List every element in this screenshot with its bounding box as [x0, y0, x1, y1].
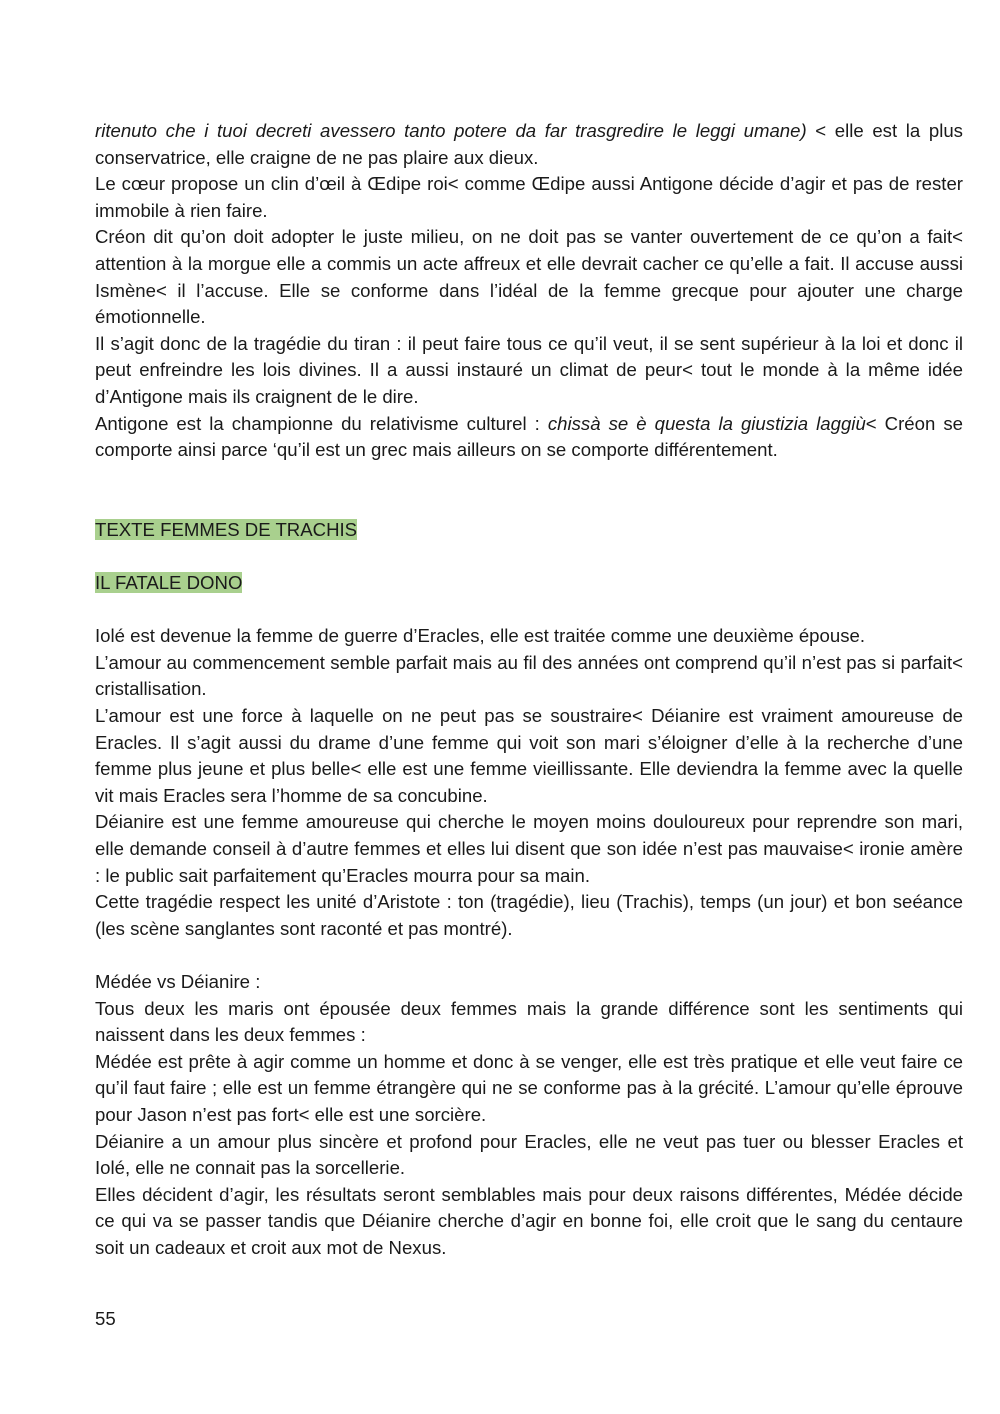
paragraph-trachis-4: Déianire est une femme amoureuse qui cherche le moyen moins douloureux pour reprendre son mari, elle demande conseil à d’autre femmes et elles lui disent que son idée n’est pas mauvaise< ironie amère : le public sait parfaitement qu’Eracles mourra pour sa main.	[95, 811, 963, 886]
paragraph-comparison-2: Médée est prête à agir comme un homme et donc à se venger, elle est très pratique et elle veut faire ce qu’il faut faire ; elle est un femme étrangère qui ne se conforme pas à la grécité. L’amour qu’elle éprouve pour Jason n’est pas fort< elle est une sorcière.	[95, 1050, 963, 1125]
paragraph-text: Antigone est la championne du relativisme culturel :	[95, 412, 548, 434]
paragraph-antigone-4: Il s’agit donc de la tragédie du tiran : il peut faire tous ce qu’il veut, il se sent supérieur à la loi et donc il peut enfreindre les lois divines. Il a aussi instauré un climat de peur< tout le monde à la même idée d’Antigone mais ils craignent de le dire.	[95, 332, 963, 407]
paragraph-antigone-1	[95, 118, 963, 171]
highlighted-heading: IL FATALE DONO	[95, 572, 243, 594]
section-heading-trachis	[95, 517, 963, 544]
paragraph-trachis-3: L’amour est une force à laquelle on ne peut pas se soustraire< Déianire est vraiment amoureuse de Eracles. Il s’agit aussi du drame d’une femme qui voit son mari s’éloigner d’elle à la recherche d’une femme plus jeune et plus belle< elle est une femme vieillissante. Elle deviendra la femme avec la quelle vit mais Eracles sera l’homme de sa concubine.	[95, 705, 963, 806]
comparison-title: Médée vs Déianire :	[95, 971, 261, 992]
paragraph-comparison-3: Déianire a un amour plus sincère et profond pour Eracles, elle ne veut pas tuer ou blesser Eracles et Iolé, elle ne connait pas la sorcellerie.	[95, 1130, 963, 1179]
italic-quote: ritenuto che i tuoi decreti avessero tanto potere da far trasgredire le leggi umane)	[95, 120, 807, 141]
highlighted-heading: TEXTE FEMMES DE TRACHIS	[95, 518, 358, 540]
paragraph-antigone-3: Créon dit qu’on doit adopter le juste milieu, on ne doit pas se vanter ouvertement de ce qu’on a fait< attention à la morgue elle a commis un acte affreux et elle devrait cacher ce qu’elle a fait. Il accuse aussi Ismène< il l’accuse. Elle se conforme dans l’idéal de la femme grecque pour ajouter une charge émotionnelle.	[95, 226, 963, 328]
paragraph-antigone-2: Le cœur propose un clin d’œil à Œdipe roi< comme Œdipe aussi Antigone décide d’agir et pas de rester immobile à rien faire.	[95, 173, 963, 221]
paragraph-text: < elle est la plus conservatrice, elle craigne de ne pas plaire aux dieux.	[95, 120, 963, 168]
paragraph-comparison-1: Tous deux les maris ont épousée deux femmes mais la grande différence sont les sentiments qui naissent dans les deux femmes :	[95, 997, 963, 1046]
italic-quote: chissà se è questa la giustizia laggiù	[547, 412, 866, 434]
paragraph-antigone-5	[95, 411, 963, 464]
paragraph-text: < Créon se comporte ainsi parce ‘qu’il est un grec mais ailleurs on se comporte différentement.	[95, 412, 963, 461]
section-heading-fatale-dono	[95, 570, 963, 597]
page-number: 55	[95, 1308, 116, 1329]
paragraph-trachis-2: L’amour au commencement semble parfait mais au fil des années ont comprend qu’il n’est pas si parfait< cristallisation.	[95, 651, 963, 700]
page-body	[95, 118, 963, 1262]
paragraph-comparison-4: Elles décident d’agir, les résultats seront semblables mais pour deux raisons différentes, Médée décide ce qui va se passer tandis que Déianire cherche d’agir en bonne foi, elle croit que le sang du centaure soit un cadeaux et croit aux mot de Nexus.	[95, 1183, 963, 1258]
paragraph-trachis-1: Iolé est devenue la femme de guerre d’Eracles, elle est traitée comme une deuxième épouse.	[95, 625, 866, 647]
paragraph-trachis-5: Cette tragédie respect les unité d’Aristote : ton (tragédie), lieu (Trachis), temps (un jour) et bon seéance (les scène sanglantes sont raconté et pas montré).	[95, 891, 963, 939]
